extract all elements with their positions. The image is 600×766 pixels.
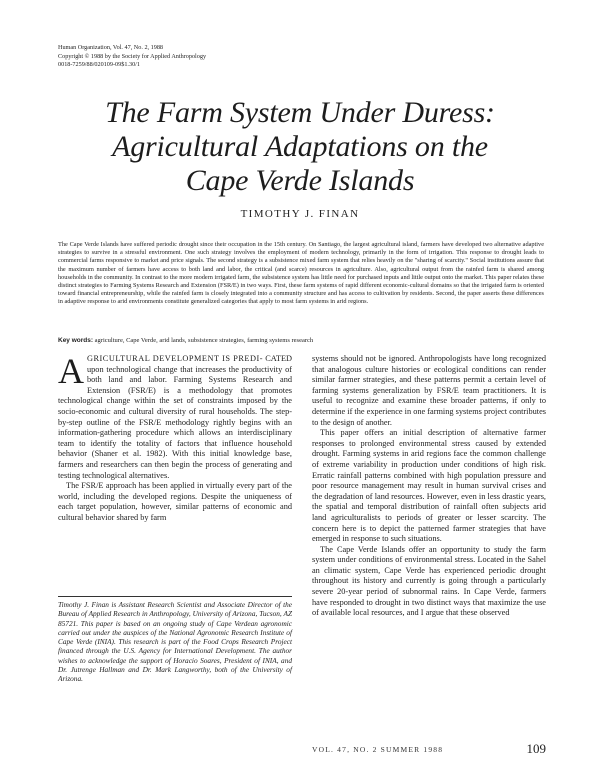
body-paragraph: The Cape Verde Islands offer an opportunity to study the farm system under conditions of environmental stress. Located in the Sahel an climatic system, Cape Verde has experienced periodic drought throughout its history and currently is going through a particularly severe 20-year period of subnormal rains. In Cape Verde, farmers have responded to drought in two distinct ways that maximize the use of available local resources, and I argue that these observed — [312, 544, 546, 618]
footer-journal-issue: VOL. 47, NO. 2 SUMMER 1988 — [312, 745, 444, 754]
keywords-label: Key words: — [58, 337, 94, 344]
lead-smallcaps: GRICULTURAL DEVELOPMENT IS PREDI- — [87, 354, 263, 363]
citation-code: 0018-7259/88/020109-09$1.30/1 — [58, 61, 140, 69]
drop-cap: A — [58, 351, 84, 391]
keywords — [58, 337, 544, 345]
body-paragraph: This paper offers an initial description of alternative farmer responses to prolonged environmental stress caused by extended drought. Farming systems in arid regions face the common challenge of extreme variability in production under conditions of high risk. Erratic rainfall patterns combined with high population pressure and poor resource management may result in human survival crises and the degradation of land resources. However, even in less drastic years, the spatial and temporal distribution of rainfall often subjects arid land agriculturalists to periods of greater or lesser scarcity. The concern here is to depict the patterned farmer strategies that have emerged in response to such situations. — [312, 428, 546, 544]
citation-header — [58, 44, 278, 70]
body-paragraph: The FSR/E approach has been applied in virtually every part of the world, including the developed regions. Despite the uniqueness of each target population, however, similar patterns of economic and cultural behavior shared by farm — [58, 481, 292, 522]
title-line: Cape Verde Islands — [185, 164, 415, 197]
article-title — [40, 96, 560, 198]
body-column-right — [312, 354, 546, 619]
paragraph-text: CATED upon technological change that increases the productivity of both land and labor. Farming Systems Research and Extension (FSR/E) is a methodology that promotes technological change within the set of constraints imposed by the socio-economic and cultural diversity of rural households. The step-by-step outline of the FSR/E methodology rightly begins with an information-gathering procedure which allows an interdisciplinary team to identify the totality of factors that influence household behavior (Shaner et al. 1982). With this initial knowledge base, farmers and researchers can then begin the process of generating and testing technological alternatives. — [58, 354, 292, 480]
keywords-text: agriculture, Cape Verde, arid lands, subsistence strategies, farming systems research — [94, 337, 314, 344]
title-line: The Farm System Under Duress: — [105, 96, 495, 129]
body-paragraph — [58, 351, 292, 481]
body-paragraph: systems should not be ignored. Anthropologists have long recognized that analogous culture histories or ecological conditions can render similar farmer strategies, and these patterns permit a certain level of farming systems generalization by FSR/E team practitioners. It is useful to recognize and examine these broader patterns, if only to determine if the experience in one farming systems project contributes to the design of another. — [312, 354, 546, 427]
footnote-divider — [58, 596, 292, 597]
page-number: 109 — [526, 741, 546, 756]
citation-copyright: Copyright © 1988 by the Society for Applied Anthropology — [58, 52, 207, 60]
author-footnote: Timothy J. Finan is Assistant Research Scientist and Associate Director of the Bureau of Applied Research in Anthropology, University of Arizona, Tucson, AZ 85721. This paper is based on an ongoing study of Cape Verdean agronomic carried out under the auspices of the National Agronomic Research Institute of Cape Verde (INIA). This research is part of the Food Crops Research Project financed through the U.S. Agency for International Development. The author wishes to acknowledge the support of Horacio Soares, President of INIA, and Dr. Jutrenge Hallman and Dr. Mark Langworthy, both of the University of Arizona. — [58, 600, 292, 684]
citation-journal: Human Organization, Vol. 47, No. 2, 1988 — [58, 44, 164, 51]
page-footer — [312, 743, 546, 757]
body-column-left — [58, 351, 292, 524]
title-line: Agricultural Adaptations on the — [112, 130, 488, 163]
abstract: The Cape Verde Islands have suffered periodic drought since their occupation in the 15th century. On Santiago, the largest agricultural island, farmers have developed two alternative adaptive strategies to survive in a stressful environment. One such strategy involves the employment of modern technology, primarily in the form of irrigation. This response to drought leads to commercial farms responsive to market and price signals. The second strategy is a subsistence mixed farm system that relies heavily on the "sharing of scarcity." Social institutions assure that the maximum number of farmers have access to both land and labor, the critical (and scarce) resources in agriculture. Also, agricultural output from the rainfed farm is shared among households in the community. In contrast to the more modern irrigated farm, the subsistence system has little need for purchased inputs and little output onto the market. This paper relates these distinct strategies to Farming Systems Research and Extension (FSR/E) in two ways. First, these farm systems of rapid different economic-cultural domains so that the irrigated farm is oriented toward financial entrepreneurship, while the rainfed farm is closely integrated into a community structure and has access to cultivation by residents. Second, the paper asserts these differences in adaptive response to arid environments constitute generalized categories that apply to most farm systems in arid regions. — [58, 241, 544, 306]
author-name: TIMOTHY J. FINAN — [240, 208, 360, 220]
